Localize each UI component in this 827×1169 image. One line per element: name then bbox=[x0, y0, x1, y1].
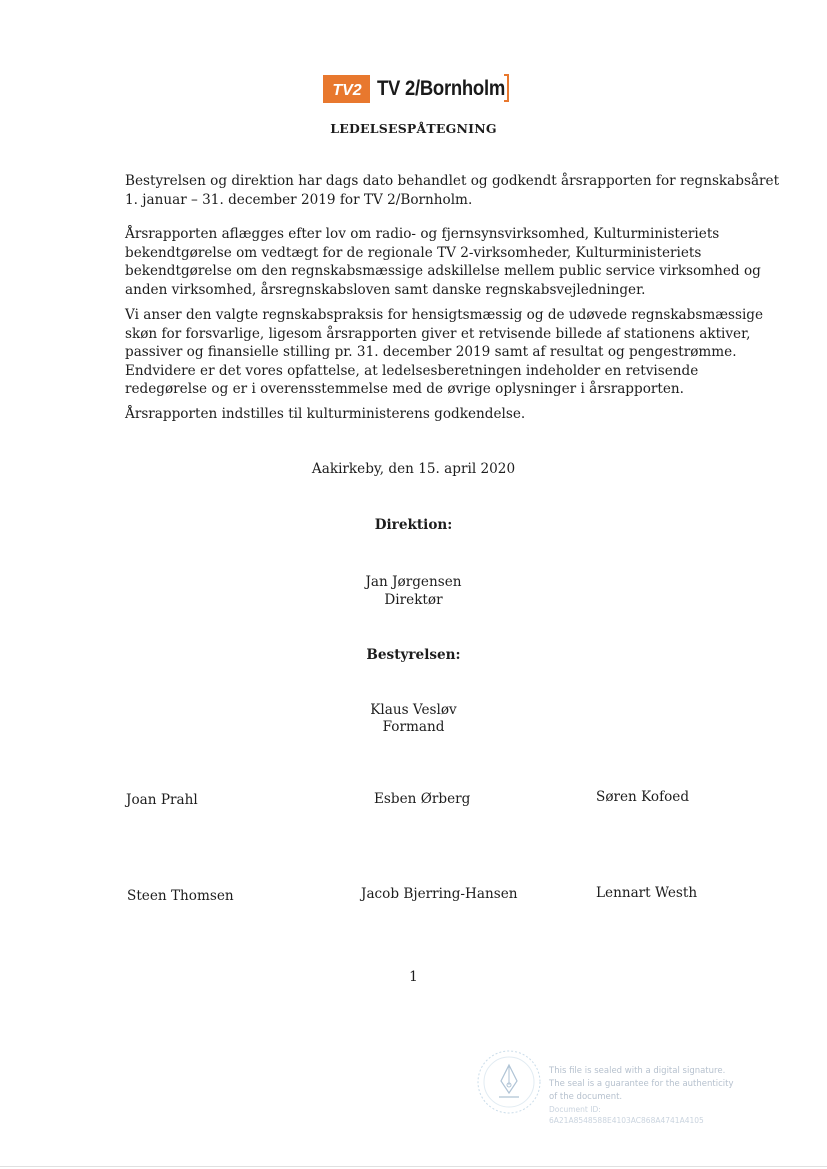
paragraph-line: skøn for forsvarlige, ligesom årsrapporten giver et retvisende billede af stationens aktiver, bbox=[125, 325, 751, 342]
page-number: 1 bbox=[409, 969, 418, 985]
chair-role: Formand bbox=[382, 719, 445, 735]
svg-text:TV2: TV2 bbox=[331, 82, 362, 99]
logo-text: TV 2/Bornholm bbox=[377, 77, 505, 100]
direktion-name: Jan Jørgensen bbox=[365, 574, 462, 590]
seal-line: This file is sealed with a digital signature. bbox=[549, 1066, 726, 1076]
paragraph-3 bbox=[125, 306, 764, 399]
logo-bracket bbox=[504, 74, 509, 102]
direktion-heading: Direktion: bbox=[374, 517, 453, 533]
board-member-name: Jacob Bjerring-Hansen bbox=[361, 886, 518, 902]
board-member-name: Joan Prahl bbox=[126, 792, 198, 808]
paragraph-line: redegørelse og er i overensstemmelse med de øvrige oplysninger i årsrapporten. bbox=[125, 381, 684, 397]
paragraph-line: Vi anser den valgte regnskabspraksis for hensigtsmæssig og de udøvede regnskabsmæssige bbox=[125, 307, 764, 323]
paragraph-line: Endvidere er det vores opfattelse, at ledelsesberetningen indeholder en retvisende bbox=[125, 362, 699, 379]
place-date: Aakirkeby, den 15. april 2020 bbox=[311, 461, 516, 477]
tv2-bornholm-logo bbox=[323, 74, 522, 104]
seal-line: The seal is a guarantee for the authenticity bbox=[549, 1079, 734, 1089]
seal-text bbox=[549, 1065, 734, 1126]
seal-id-value: 6A21A8548588E4103AC868A4741A4105 bbox=[549, 1116, 704, 1125]
paragraph-line: Bestyrelsen og direktion har dags dato behandlet og godkendt årsrapporten for regnskabsåret bbox=[125, 173, 780, 189]
board-member-name: Esben Ørberg bbox=[374, 791, 471, 807]
digital-signature-seal bbox=[475, 1047, 755, 1127]
chair-name: Klaus Vesløv bbox=[370, 702, 457, 718]
bestyrelsen-heading: Bestyrelsen: bbox=[366, 647, 461, 663]
tv2-logo-mark bbox=[327, 78, 367, 100]
tv2-logo-icon bbox=[323, 75, 370, 103]
pen-nib-seal-icon bbox=[475, 1047, 545, 1117]
paragraph-line: Årsrapporten indstilles til kulturministerens godkendelse. bbox=[125, 406, 526, 422]
board-member-name: Steen Thomsen bbox=[127, 888, 234, 904]
board-member-name: Søren Kofoed bbox=[596, 789, 690, 805]
paragraph-line: anden virksomhed, årsregnskabsloven samt danske regnskabsvejledninger. bbox=[125, 281, 646, 298]
paragraph-line: bekendtgørelse om den regnskabsmæssige adskillelse mellem public service virksomhed og bbox=[125, 263, 761, 279]
paragraph-line: bekendtgørelse om vedtægt for de regionale TV 2-virksomheder, Kulturministeriets bbox=[125, 244, 702, 261]
paragraph-2 bbox=[125, 225, 761, 299]
seal-id-label: Document ID: bbox=[549, 1105, 601, 1114]
paragraph-line: 1. januar – 31. december 2019 for TV 2/Bornholm. bbox=[125, 191, 473, 208]
direktion-role: Direktør bbox=[384, 592, 443, 608]
paragraph-4 bbox=[125, 405, 725, 424]
page-bottom-edge bbox=[0, 1166, 827, 1167]
seal-line: of the document. bbox=[549, 1092, 623, 1102]
paragraph-line: passiver og finansielle stilling pr. 31. december 2019 samt af resultat og pengestrømme. bbox=[125, 344, 737, 360]
page-title: LEDELSESPÅTEGNING bbox=[330, 121, 497, 136]
board-member-name: Lennart Westh bbox=[596, 885, 698, 901]
paragraph-1 bbox=[125, 172, 780, 209]
paragraph-line: Årsrapporten aflægges efter lov om radio- og fjernsynsvirksomhed, Kulturministeriets bbox=[125, 226, 720, 242]
